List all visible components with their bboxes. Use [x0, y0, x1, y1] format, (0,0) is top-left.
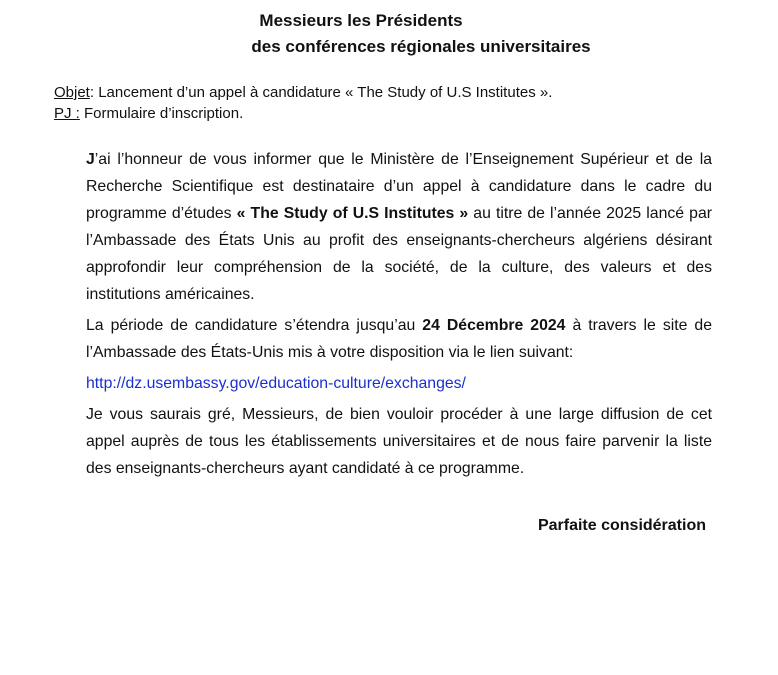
paragraph-2 — [86, 312, 712, 366]
subject-line — [54, 82, 734, 103]
addressee-line-2: des conférences régionales universitaires — [251, 37, 591, 56]
paragraph-1-text-b: au titre de l’année 2025 lancé par l’Ambassade des États Unis au profit des enseignants-chercheurs algériens désirant approfondir leur compréhension de la société, de la culture, des valeurs et des institutions américaines. — [86, 205, 712, 303]
paragraph-1 — [86, 146, 712, 308]
attachment-line — [54, 103, 734, 124]
embassy-link[interactable]: http://dz.usembassy.gov/education-culture/exchanges/ — [86, 375, 466, 392]
addressee-block — [0, 8, 778, 60]
letter-body — [86, 146, 712, 486]
closing-formula: Parfaite considération — [537, 517, 706, 534]
paragraph-2-text-b: à travers le site de l’Ambassade des États-Unis mis à votre disposition via le lien suivant: — [86, 317, 713, 361]
deadline-date: 24 Décembre 2024 — [422, 317, 566, 334]
program-name: « The Study of U.S Institutes » — [236, 205, 469, 222]
paragraph-1-initial: J — [86, 151, 95, 168]
letter-meta — [54, 82, 734, 124]
attachment-label: PJ : — [54, 105, 80, 122]
paragraph-2-text-a: La période de candidature s’étendra jusqu’au — [86, 317, 423, 334]
subject-text: : Lancement d’un appel à candidature « The Study of U.S Institutes ». — [89, 84, 553, 101]
attachment-text: Formulaire d’inscription. — [79, 105, 244, 122]
addressee-line-1: Messieurs les Présidents — [259, 11, 463, 30]
subject-label: Objet — [54, 84, 90, 101]
paragraph-3: Je vous saurais gré, Messieurs, de bien vouloir procéder à une large diffusion de cet appel auprès de tous les établissements universitaires et de nous faire parvenir la liste des enseignants-chercheurs ayant candidaté à ce programme. — [86, 406, 712, 477]
paragraph-1-text-a: ’ai l’honneur de vous informer que le Ministère de l’Enseignement Supérieur et de la Recherche Scientifique est destinataire d’un appel à candidature dans le cadre du programme d’études — [86, 151, 712, 222]
